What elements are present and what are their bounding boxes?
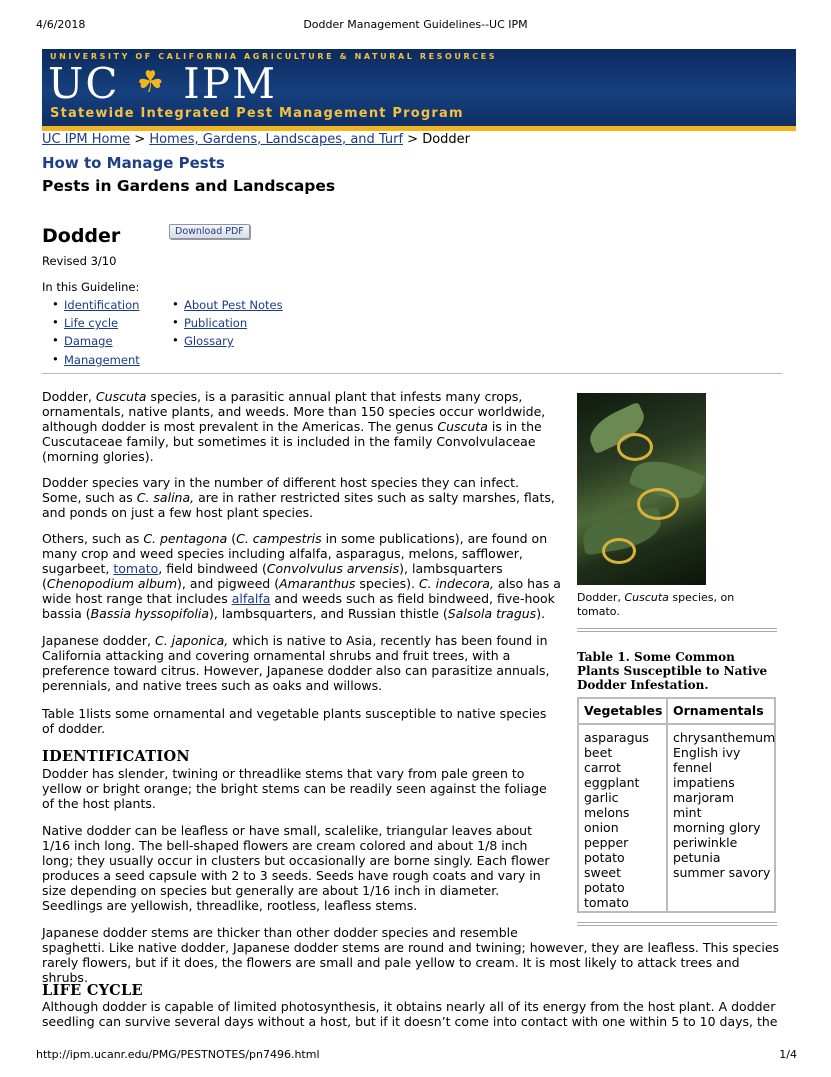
- page-title: Dodder: [42, 225, 121, 247]
- ornamentals-list: [668, 730, 774, 880]
- breadcrumb-separator: >: [407, 132, 419, 147]
- paragraph-japanese-stems-b: spaghetti. Like native dodder, Japanese dodder stems are round and twining; however, they are leafless. This species rarely flowers, but if it does, the flowers are small and pale yellow to cream. It is most likely to attack trees and shrubs.: [42, 940, 780, 985]
- breadcrumb-current: Dodder: [422, 132, 471, 147]
- toc-item: [52, 316, 140, 334]
- revised-date: Revised 3/10: [42, 254, 117, 268]
- dodder-stem: [602, 538, 636, 564]
- logo-ipm: IPM: [183, 59, 278, 108]
- section-title: Pests in Gardens and Landscapes: [42, 177, 336, 195]
- toc-link-damage[interactable]: Damage: [64, 334, 113, 348]
- vegetables-column: [579, 699, 668, 911]
- toc-link-glossary[interactable]: Glossary: [184, 334, 234, 348]
- breadcrumb-home-link[interactable]: UC IPM Home: [42, 132, 131, 147]
- vegetable-item: garlic: [584, 790, 619, 805]
- vegetable-item: melons: [584, 805, 630, 820]
- vegetable-item: sweet: [584, 865, 622, 880]
- toc-link-life-cycle[interactable]: Life cycle: [64, 316, 119, 330]
- paragraph-host-range: Dodder species vary in the number of different host species they can infect. Some, such as C. salina, are in rather restricted sites such as salty marshes, flats, and ponds on just a few host plant species.: [42, 475, 555, 520]
- vegetable-item: asparagus: [584, 730, 649, 745]
- breadcrumb: [42, 132, 470, 147]
- toc-right: [172, 298, 283, 352]
- toc-item: [52, 298, 140, 316]
- vegetable-item: onion: [584, 820, 619, 835]
- vegetable-item: beet: [584, 745, 613, 760]
- ornamental-item: impatiens: [673, 775, 735, 790]
- vegetable-item: eggplant: [584, 775, 640, 790]
- vegetable-item: pepper: [584, 835, 629, 850]
- breadcrumb-section-link[interactable]: Homes, Gardens, Landscapes, and Turf: [149, 132, 404, 147]
- heading-life-cycle: LIFE CYCLE: [42, 982, 143, 999]
- dodder-stem: [637, 488, 679, 520]
- sidebar-separator: [577, 922, 777, 926]
- print-url: http://ipm.ucanr.edu/PMG/PESTNOTES/pn7496.html: [36, 1048, 320, 1061]
- print-page-number: 1/4: [779, 1048, 797, 1061]
- vegetables-list: [579, 730, 666, 910]
- dodder-stem: [617, 433, 653, 461]
- banner-tagline: UNIVERSITY OF CALIFORNIA AGRICULTURE & NATURAL RESOURCES: [50, 52, 498, 61]
- download-pdf-button[interactable]: Download PDF: [169, 224, 250, 239]
- vegetable-item: potato: [584, 880, 625, 895]
- toc-item: [52, 334, 140, 353]
- print-date: 4/6/2018: [36, 18, 86, 31]
- paragraph-native-dodder: Native dodder can be leafless or have small, scalelike, triangular leaves about 1/16 inch long. The bell-shaped flowers are cream colored and about 1/8 inch long; they usually occur in clusters but occasionally are borne singly. Each flower produces a seed capsule with 2 to 3 seeds. Seeds have rough coats and vary in size depending on species but generally are about 1/16 inch in diameter. Seedlings are yellowish, threadlike, rootless, leafless stems.: [42, 823, 550, 913]
- ornamental-item: morning glory: [673, 820, 761, 835]
- print-title: Dodder Management Guidelines--UC IPM: [303, 18, 528, 31]
- susceptible-plants-table: [577, 697, 776, 913]
- toc-link-management[interactable]: Management: [64, 353, 140, 367]
- toc-item: [172, 316, 283, 334]
- ornamental-item: English ivy: [673, 745, 741, 760]
- paragraph-species: Others, such as C. pentagona (C. campestris in some publications), are found on many crop and weed species including alfalfa, asparagus, melons, safflower, sugarbeet, tomato, field bindweed (Convolvulus arvensis), lambsquarters (Chenopodium album), and pigweed (Amaranthus species). C. indecora, also has a wide host range that includes alfalfa and weeds such as field bindweed, five-hook bassia (Bassia hyssopifolia), lambsquarters, and Russian thistle (Salsola tragus).: [42, 531, 561, 621]
- dodder-on-tomato-photo: [577, 393, 706, 585]
- ornamental-item: fennel: [673, 760, 713, 775]
- photo-caption: Dodder, Cuscuta species, on tomato.: [577, 591, 735, 618]
- column-header: Vegetables: [579, 699, 666, 725]
- in-this-guideline-label: In this Guideline:: [42, 280, 140, 294]
- ornamental-item: mint: [673, 805, 702, 820]
- banner-subline: Statewide Integrated Pest Management Program: [50, 106, 464, 121]
- toc-item: [172, 334, 283, 352]
- vegetable-item: tomato: [584, 895, 629, 910]
- toc-left: [52, 298, 140, 371]
- how-to-heading: How to Manage Pests: [42, 154, 225, 172]
- table-title: Table 1. Some Common Plants Susceptible to Native Dodder Infestation.: [577, 650, 768, 692]
- logo-uc: UC: [48, 59, 120, 108]
- paragraph-identification: Dodder has slender, twining or threadlike stems that vary from pale green to yellow or bright orange; the bright stems can be readily seen against the foliage of the host plants.: [42, 766, 547, 811]
- paragraph-japanese-stems-a: Japanese dodder stems are thicker than other dodder species and resemble: [42, 925, 518, 940]
- column-header: Ornamentals: [668, 699, 774, 725]
- ornamental-item: petunia: [673, 850, 721, 865]
- vegetable-item: potato: [584, 850, 625, 865]
- toc-item: [52, 353, 140, 371]
- toc-link-about-pest-notes[interactable]: About Pest Notes: [184, 298, 283, 312]
- paragraph-table-ref: Table 1lists some ornamental and vegetable plants susceptible to native species of dodder.: [42, 706, 547, 736]
- toc-item: [172, 298, 283, 316]
- paragraph-intro: Dodder, Cuscuta species, is a parasitic annual plant that infests many crops, ornamentals, native plants, and weeds. More than 150 species occur worldwide, although dodder is most prevalent in the Americas. The genus Cuscuta is in the Cuscutaceae family, but sometimes it is included in the family Convolvulaceae (morning glories).: [42, 389, 546, 464]
- paragraph-life-cycle: Although dodder is capable of limited photosynthesis, it obtains nearly all of its energy from the host plant. A dodder seedling can survive several days without a host, but if it doesn’t come into contact with one within 5 to 10 days, the: [42, 999, 778, 1029]
- heading-identification: IDENTIFICATION: [42, 748, 190, 765]
- sprout-icon: ☘: [136, 65, 166, 100]
- vegetable-item: carrot: [584, 760, 621, 775]
- toc-link-publication[interactable]: Publication: [184, 316, 248, 330]
- uc-ipm-banner[interactable]: [42, 49, 796, 131]
- ornamentals-column: [668, 699, 774, 911]
- paragraph-japanese-dodder: Japanese dodder, C. japonica, which is native to Asia, recently has been found in California attacking and covering ornamental shrubs and fruit trees, with a preference toward citrus. However, Japanese dodder also can parasitize annuals, perennials, and native trees such as oaks and willows.: [42, 633, 550, 693]
- tomato-link[interactable]: tomato: [113, 561, 159, 576]
- ornamental-item: marjoram: [673, 790, 735, 805]
- header-divider: [42, 373, 782, 374]
- sidebar-separator: [577, 628, 777, 632]
- ornamental-item: periwinkle: [673, 835, 738, 850]
- breadcrumb-separator: >: [134, 132, 146, 147]
- ornamental-item: summer savory: [673, 865, 771, 880]
- alfalfa-link[interactable]: alfalfa: [231, 591, 271, 606]
- ornamental-item: chrysanthemum: [673, 730, 776, 745]
- uc-ipm-logo: [48, 61, 277, 106]
- toc-link-identification[interactable]: Identification: [64, 298, 140, 312]
